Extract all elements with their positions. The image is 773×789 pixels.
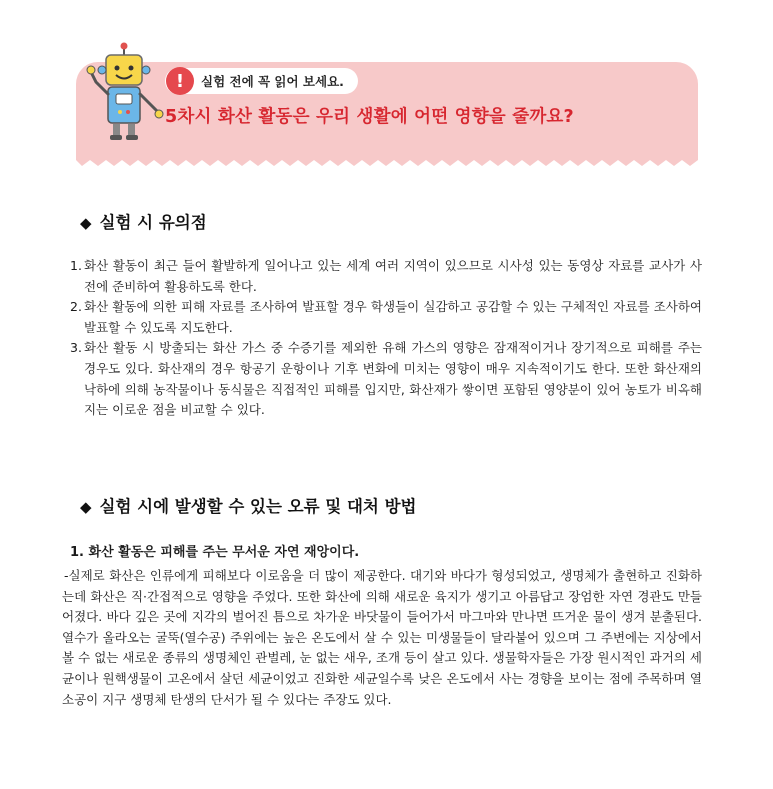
section-heading-precautions [80, 209, 207, 233]
diamond-bullet-icon: ◆ [80, 214, 92, 232]
robot-mascot-icon [86, 42, 166, 142]
item-number: 1. [70, 258, 82, 273]
diamond-bullet-icon: ◆ [80, 498, 92, 516]
item-text: 화산 활동에 의한 피해 자료를 조사하여 발표할 경우 학생들이 실감하고 공감할 수 있는 구체적인 자료를 조사하여 발표할 수 있도록 지도한다. [84, 299, 702, 335]
section-title: 실험 시에 발생할 수 있는 오류 및 대처 방법 [99, 497, 417, 516]
item-number: 3. [70, 340, 82, 356]
error-subheading: 1. 화산 활동은 피해를 주는 무서운 자연 재앙이다. [70, 545, 360, 560]
section-heading-errors [80, 493, 416, 517]
alert-icon: ! [166, 67, 194, 95]
precautions-list [62, 256, 702, 421]
item-text: 화산 활동이 최근 들어 활발하게 일어나고 있는 세계 여러 지역이 있으므로 시사성 있는 동영상 자료를 교사가 사전에 준비하여 활용하도록 한다. [84, 258, 702, 294]
list-item [62, 256, 702, 297]
item-text: 화산 활동 시 방출되는 화산 가스 중 수증기를 제외한 유해 가스의 영향은 잠재적이거나 장기적으로 피해를 주는 경우도 있다. 화산재의 경우 항공기 운항이나 기후 변화에 미치는 영향이 매우 지속적이기도 한다. 또한 화산재의 낙하에 의해 농작물이나 동식물은 직접적인 피해를 입지만, 화산재가 쌓이면 포함된 영양분이 있어 농토가 비옥해 지는 이로운 점을 비교할 수 있다. [84, 340, 702, 418]
lesson-title: 5차시 화산 활동은 우리 생활에 어떤 영향을 줄까요? [165, 107, 574, 127]
notice-text: 실험 전에 꼭 읽어 보세요. [201, 74, 344, 89]
list-item [62, 338, 702, 420]
section-title: 실험 시 유의점 [99, 213, 207, 232]
item-number: 2. [70, 299, 82, 315]
banner-zigzag-edge [76, 156, 698, 168]
error-explanation: -실제로 화산은 인류에게 피해보다 이로움을 더 많이 제공한다. 대기와 바다가 형성되었고, 생명체가 출현하고 진화하는데 화산은 직·간접적으로 영향을 주었다. 또한 화산에 의해 새로운 육지가 생기고 아름답고 장엄한 자연 경관도 만들어졌다. 바다 깊은 곳에 지각의 벌어진 틈으로 차가운 바닷물이 들어가서 마그마와 만나면 뜨거운 물이 생겨 분출된다. 열수가 올라오는 굴뚝(열수공) 주위에는 높은 온도에서 살 수 있는 미생물들이 달라붙어 있으며 그 주변에는 지상에서 볼 수 없는 새로운 종류의 생명체인 관벌레, 눈 없는 새우, 조개 등이 살고 있다. 생물학자들은 가장 원시적인 과거의 세균이나 원핵생물이 고온에서 살던 세균이었고 진화한 세균일수록 낮은 온도에서 사는 경향을 보이는 점에 주목하며 열소공이 지구 생명체 탄생의 단서가 될 수 있다는 주장도 있다. [62, 568, 702, 707]
list-item [62, 297, 702, 338]
